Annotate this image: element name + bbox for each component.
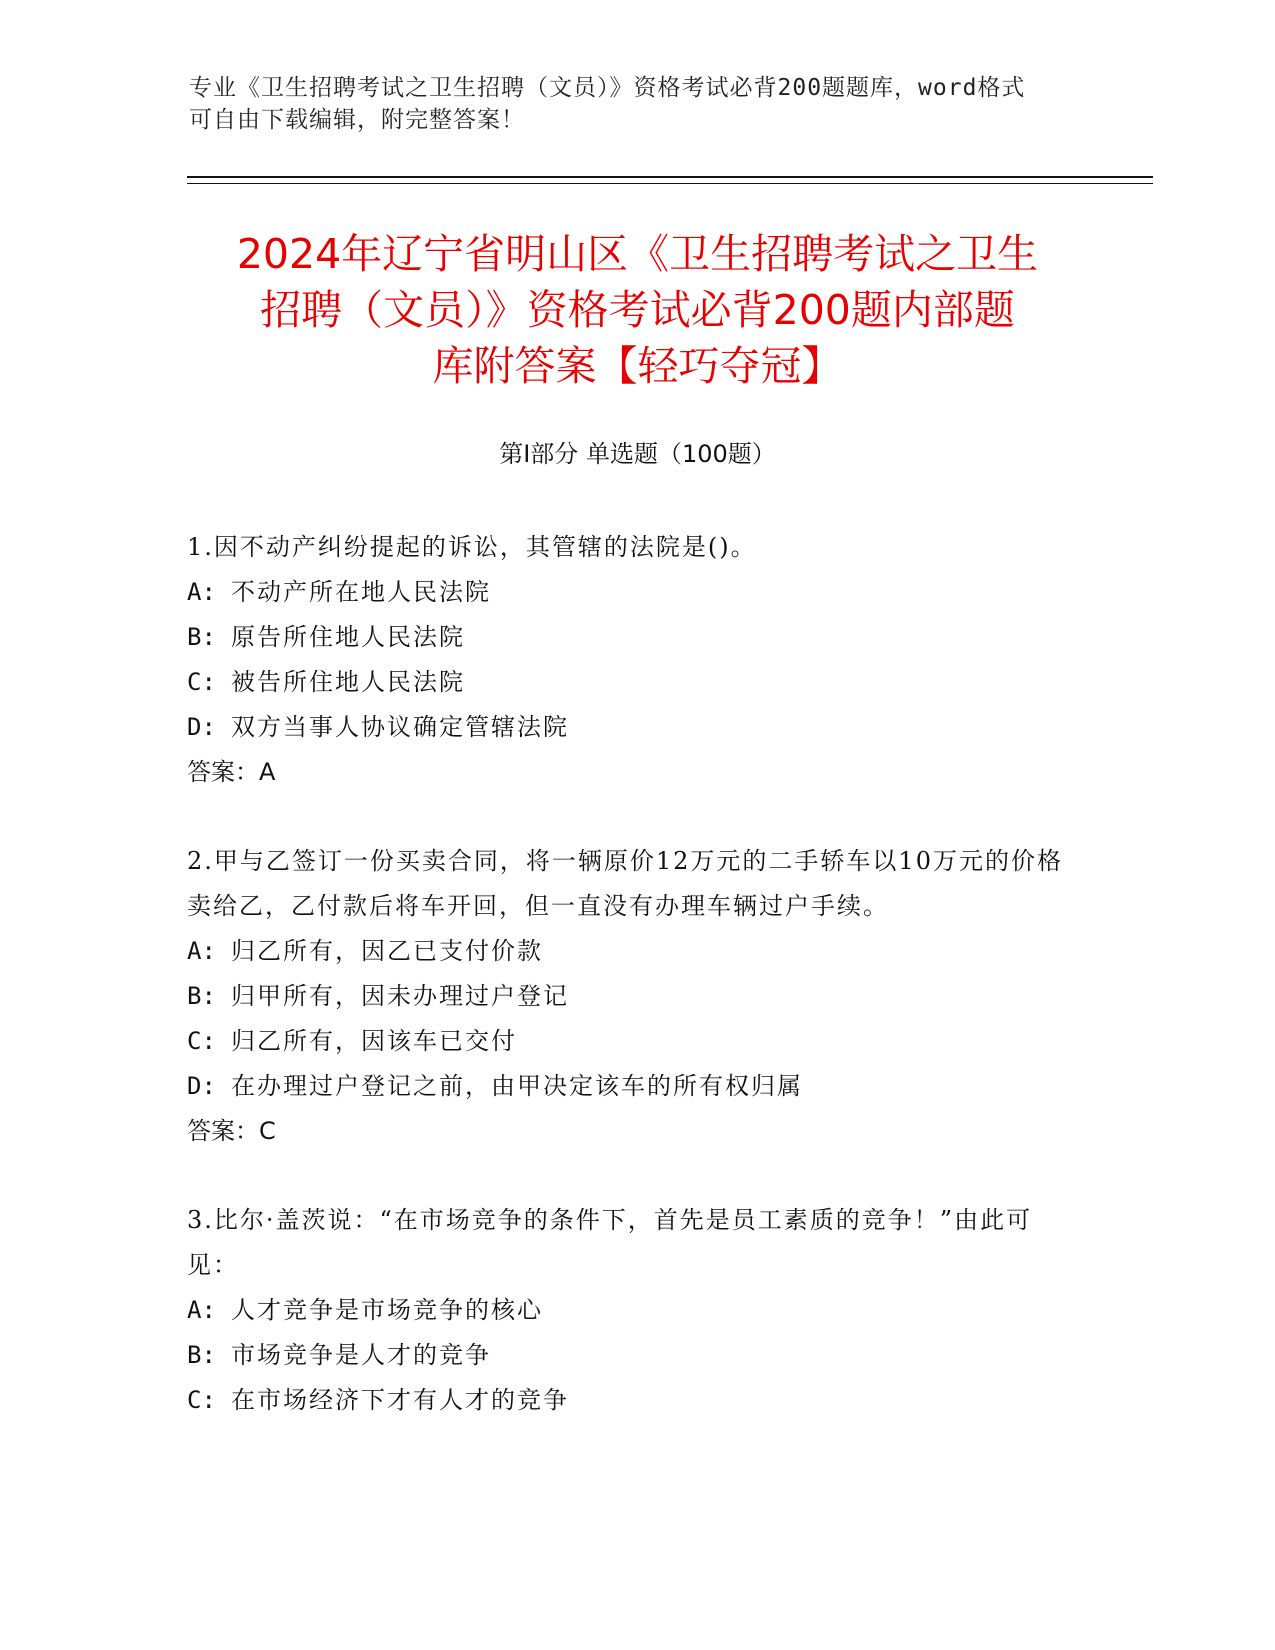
question-2: [187, 839, 1067, 1154]
option-letter: B:: [187, 623, 216, 651]
question-stem: 2.甲与乙签订一份买卖合同，将一辆原价12万元的二手轿车以10万元的价格卖给乙，乙付款后将车开回，但一直没有办理车辆过户手续。: [187, 847, 1063, 920]
section-heading: 第Ⅰ部分 单选题（100题）: [499, 440, 776, 468]
option-a: [187, 929, 1067, 974]
option-letter: D:: [187, 713, 216, 741]
option-letter: B:: [187, 982, 216, 1010]
option-c: [187, 1019, 1067, 1064]
title-line-2: 招聘（文员）》资格考试必背200题内部题: [260, 286, 1015, 334]
option-b: [187, 974, 1067, 1019]
option-text: 归乙所有，因乙已支付价款: [231, 937, 543, 965]
option-letter: C:: [187, 668, 216, 696]
document-title: [150, 226, 1125, 394]
option-letter: C:: [187, 1027, 216, 1055]
option-c: [187, 1378, 1067, 1423]
option-text: 市场竞争是人才的竞争: [231, 1341, 491, 1369]
question-3: [187, 1198, 1067, 1423]
option-d: [187, 705, 1067, 750]
header-note-line-1: 专业《卫生招聘考试之卫生招聘（文员）》资格考试必背200题题库，word格式: [189, 75, 1026, 101]
answer: 答案：A: [187, 758, 276, 786]
option-a: [187, 570, 1067, 615]
header-note: [189, 72, 1069, 136]
question-list: [187, 525, 1067, 1467]
option-a: [187, 1288, 1067, 1333]
option-text: 在办理过户登记之前，由甲决定该车的所有权归属: [231, 1072, 803, 1100]
option-text: 原告所住地人民法院: [231, 623, 465, 651]
title-line-3: 库附答案【轻巧夺冠】: [432, 342, 843, 390]
option-b: [187, 615, 1067, 660]
option-letter: A:: [187, 578, 216, 606]
option-text: 归甲所有，因未办理过户登记: [231, 982, 569, 1010]
option-text: 归乙所有，因该车已交付: [231, 1027, 517, 1055]
option-letter: D:: [187, 1072, 216, 1100]
question-stem: 3.比尔·盖茨说：“在市场竞争的条件下，首先是员工素质的竞争！”由此可见：: [187, 1206, 1033, 1279]
option-letter: B:: [187, 1341, 216, 1369]
option-text: 人才竞争是市场竞争的核心: [231, 1296, 543, 1324]
header-note-line-2: 可自由下载编辑，附完整答案！: [189, 107, 525, 133]
option-letter: A:: [187, 937, 216, 965]
header-rule-thin: [187, 183, 1153, 184]
option-text: 不动产所在地人民法院: [231, 578, 491, 606]
answer: 答案：C: [187, 1117, 276, 1145]
option-c: [187, 660, 1067, 705]
option-b: [187, 1333, 1067, 1378]
question-stem: 1.因不动产纠纷提起的诉讼，其管辖的法院是()。: [187, 533, 757, 561]
header-rule-thick: [187, 176, 1153, 178]
option-d: [187, 1064, 1067, 1109]
option-text: 在市场经济下才有人才的竞争: [231, 1386, 569, 1414]
title-line-1: 2024年辽宁省明山区《卫生招聘考试之卫生: [236, 230, 1039, 278]
question-1: [187, 525, 1067, 795]
option-text: 双方当事人协议确定管辖法院: [231, 713, 569, 741]
option-letter: C:: [187, 1386, 216, 1414]
option-letter: A:: [187, 1296, 216, 1324]
option-text: 被告所住地人民法院: [231, 668, 465, 696]
